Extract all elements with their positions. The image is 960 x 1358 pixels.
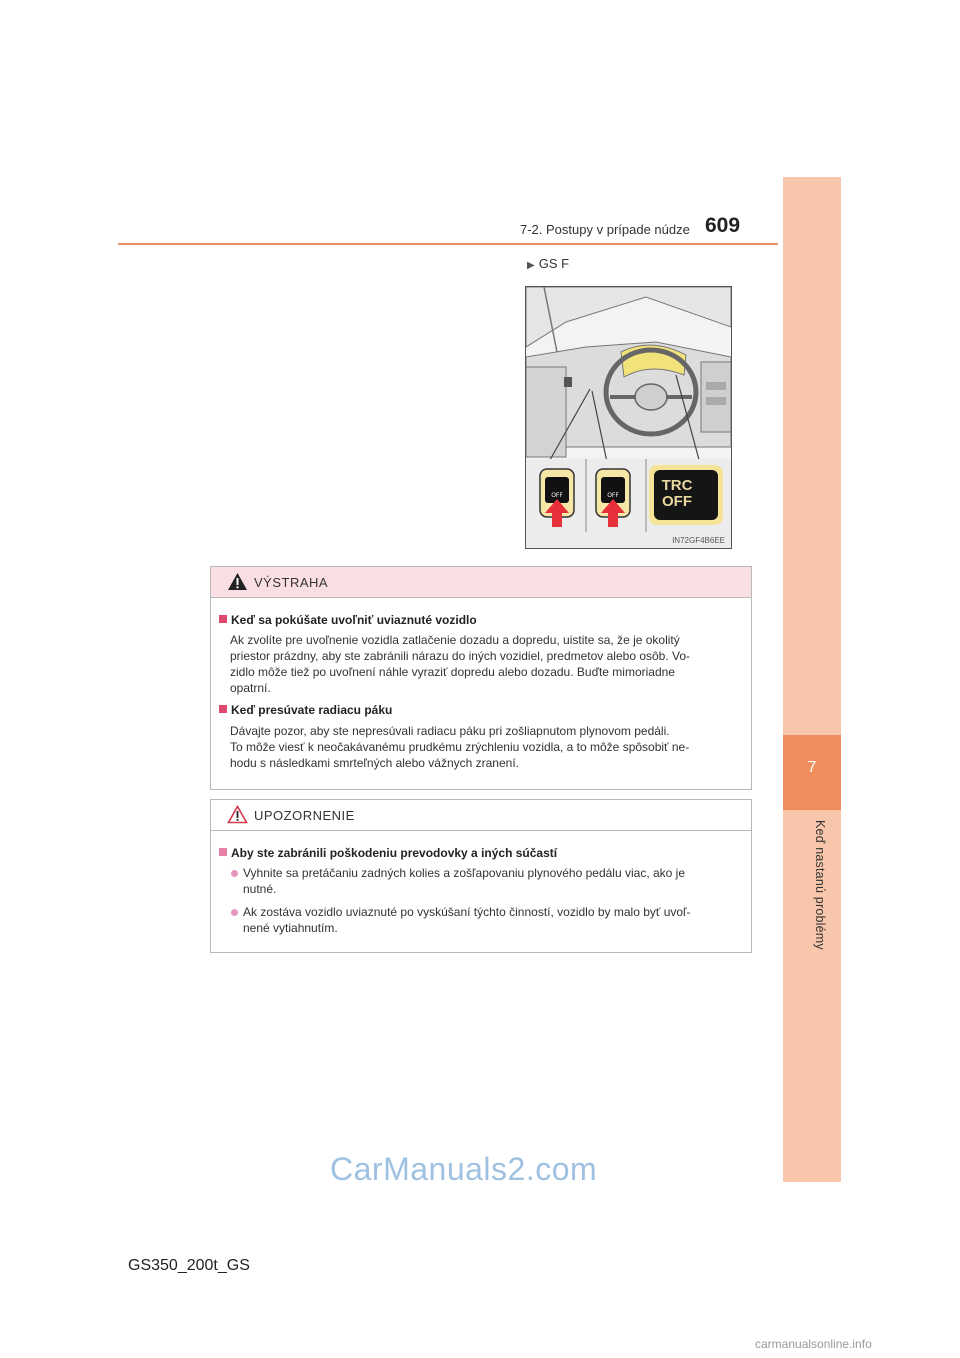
figure-code: IN72GF4B6EE [672, 536, 725, 545]
square-bullet-icon [219, 615, 227, 623]
svg-text:OFF: OFF [551, 492, 563, 499]
caution-bullet-1: Vyhnite sa pretáčaniu zadných kolies a zošľapovaniu plynového pedálu viac, ako je nutné. [243, 866, 686, 896]
triangle-right-icon: ▶ [527, 260, 535, 271]
warning-title: VÝSTRAHA [254, 575, 329, 590]
chapter-number-tab [783, 735, 841, 810]
caution-title: UPOZORNENIE [254, 808, 355, 823]
caution-bullet-2: Ak zostáva vozidlo uviaznuté po vyskúšaní týchto činností, vozidlo by malo byť uvoľ- nené vytiahnutím. [243, 905, 691, 935]
circle-bullet-icon [231, 870, 238, 877]
warning-item-2-text: Dávajte pozor, aby ste nepresúvali radiacu páku pri zošliapnutom plynovom pedáli. To môže viesť k neočakávanému prudkému zrýchleniu vozidla, a to môže spôsobiť ne- hodu s následkami smrteľných alebo vážnych zranení. [230, 724, 690, 770]
figure-label-text: GS F [538, 256, 570, 271]
warning-item-2-heading: Keď presúvate radiacu páku [219, 703, 392, 717]
warning-header [211, 567, 751, 598]
square-bullet-icon [219, 705, 227, 713]
warning-triangle-icon [227, 572, 248, 591]
square-bullet-icon [219, 848, 227, 856]
caution-heading: Aby ste zabránili poškodeniu prevodovky a iných súčastí [219, 846, 557, 860]
header-divider [118, 243, 778, 245]
trc-off-button-label [652, 478, 702, 510]
caution-triangle-icon [227, 805, 248, 824]
trc-label-line2: OFF [662, 493, 692, 510]
model-code: GS350_200t_GS [128, 1257, 250, 1274]
caution-box [210, 799, 752, 953]
page-number: 609 [705, 214, 741, 237]
figure-label [527, 256, 569, 271]
section-title: 7-2. Postupy v prípade núdze [520, 222, 690, 237]
circle-bullet-icon [231, 909, 238, 916]
caution-header [211, 800, 751, 831]
chapter-number: 7 [807, 759, 817, 776]
warning-box [210, 566, 752, 790]
warning-item-1-text: Ak zvolíte pre uvoľnenie vozidla zatlačenie dozadu a dopredu, uistite sa, že je okolitý priestor prázdny, aby ste zabránili nárazu do iných vozidiel, predmetov alebo osôb. Vo- zidlo môže tiež po uvoľnení náhle vyraziť dopredu alebo dozadu. Buďte mimoriadne opatrní. [230, 633, 691, 695]
watermark-small: carmanualsonline.info [755, 1337, 872, 1351]
chapter-title: Keď nastanú problémy [813, 820, 827, 950]
chapter-side-tab [783, 177, 841, 1182]
trc-label-line1: TRC [661, 477, 693, 494]
watermark-logo: CarManuals2.com [330, 1151, 598, 1187]
svg-text:OFF: OFF [607, 492, 619, 499]
warning-item-1-heading: Keď sa pokúšate uvoľniť uviaznuté vozidlo [219, 613, 477, 627]
